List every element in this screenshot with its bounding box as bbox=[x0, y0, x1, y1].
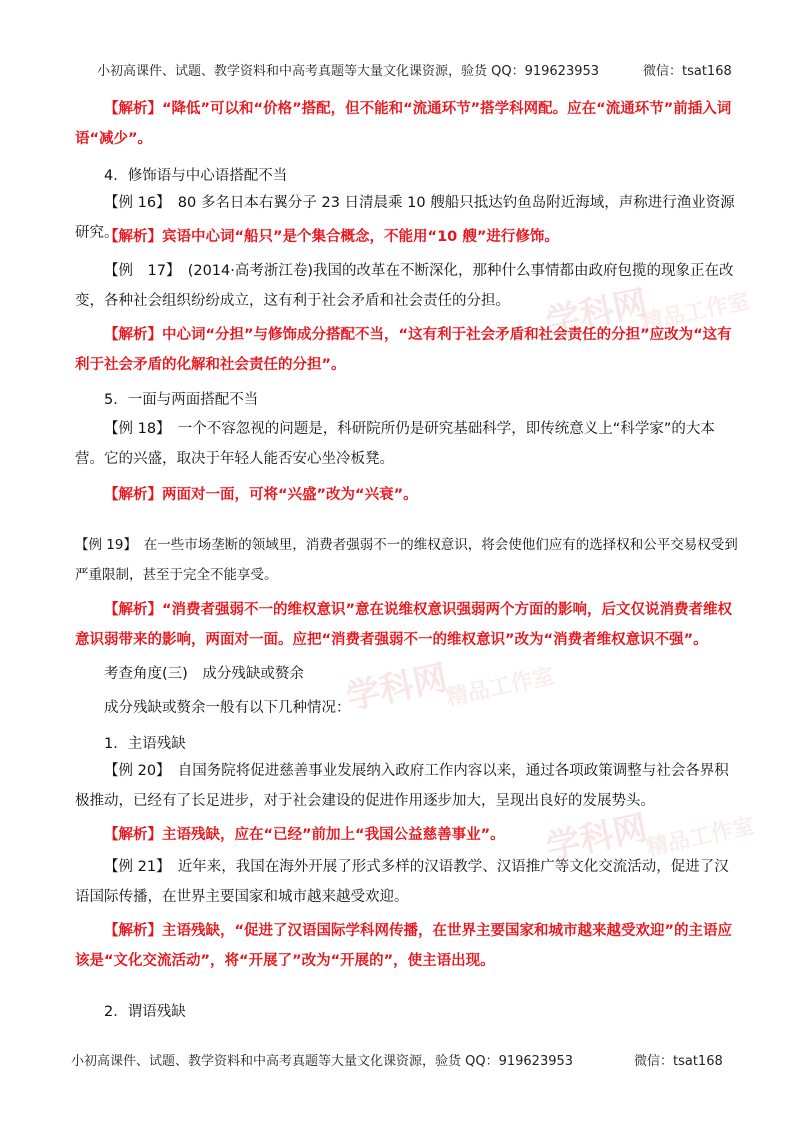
watermark-logo: 学科网 bbox=[542, 807, 651, 869]
footer-wechat-text: 微信：tsat168 bbox=[634, 1054, 723, 1069]
section-heading: 1．主语残缺 bbox=[104, 736, 186, 752]
watermark-studio: 精品工作室 bbox=[444, 663, 557, 712]
watermark-studio: 精品工作室 bbox=[639, 288, 752, 337]
header-wechat-text: 微信：tsat168 bbox=[643, 64, 732, 79]
section-heading: 5．一面与两面搭配不当 bbox=[104, 392, 259, 408]
analysis-19: 【解析】“消费者强弱不一的维权意识”意在说维权意识强弱两个方面的影响，后文仅说消费者维权意识弱带来的影响，两面对一面。应把“消费者强弱不一的维权意识”改为“消费者维权意识不强”。 bbox=[75, 602, 733, 648]
example-18: 【例 18】 一个不容忽视的问题是，科研院所仍是研究基础科学，即传统意义上“科学家”的大本营。它的兴盛，取决于年轻人能否安心坐冷板凳。 bbox=[75, 421, 715, 467]
header-source-text: 小初高课件、试题、教学资料和中高考真题等大量文化课资源，验货 QQ：919623953 bbox=[97, 64, 600, 79]
section-heading: 2．谓语残缺 bbox=[104, 1004, 186, 1020]
analysis-18: 【解析】两面对一面，可将“兴盛”改为“兴衰”。 bbox=[104, 487, 418, 503]
analysis-20: 【解析】主语残缺，应在“已经”前加上“我国公益慈善事业”。 bbox=[104, 827, 505, 843]
analysis-16: 【解析】宾语中心词“船只”是个集合概念，不能用“10 艘”进行修饰。 bbox=[104, 229, 559, 245]
watermark-studio: 精品工作室 bbox=[644, 813, 757, 862]
angle-heading: 考查角度(三) 成分残缺或赘余 bbox=[104, 666, 304, 682]
example-17: 【例 17】 (2014·高考浙江卷)我国的改革在不断深化，那种什么事情都由政府包揽的现象正在改变，各种社会组织纷纷成立，这有利于社会矛盾和社会责任的分担。 bbox=[75, 263, 734, 309]
analysis-17: 【解析】中心词“分担”与修饰成分搭配不当，“这有利于社会矛盾和社会责任的分担”应改为“这有利于社会矛盾的化解和社会责任的分担”。 bbox=[75, 327, 732, 373]
example-21: 【例 21】 近年来，我国在海外开展了形式多样的汉语教学、汉语推广等文化交流活动，促进了汉语国际传播，在世界主要国家和城市越来越受欢迎。 bbox=[75, 859, 729, 905]
example-20: 【例 20】 自国务院将促进慈善事业发展纳入政府工作内容以来，通过各项政策调整与社会各界积极推动，已经有了长足进步，对于社会建设的促进作用逐步加大，呈现出良好的发展势头。 bbox=[75, 763, 729, 809]
analysis-21: 【解析】主语残缺，“促进了汉语国际学科网传播，在世界主要国家和城市越来越受欢迎”的主语应该是“文化交流活动”，将“开展了”改为“开展的”，使主语出现。 bbox=[75, 923, 733, 969]
intro-text: 成分残缺或赘余一般有以下几种情况： bbox=[104, 700, 351, 716]
watermark-logo: 学科网 bbox=[542, 282, 651, 344]
example-16: 【例 16】 80 多名日本右翼分子 23 日清晨乘 10 艘船只抵达钓鱼岛附近海域，声称进行渔业资源研究。 bbox=[75, 195, 735, 241]
example-19: 【例 19】 在一些市场垄断的领域里，消费者强弱不一的维权意识，将会使他们应有的选择权和公平交易权受到严重限制，甚至于完全不能享受。 bbox=[75, 537, 738, 583]
footer-source-text: 小初高课件、试题、教学资料和中高考真题等大量文化课资源，验货 QQ：919623953 bbox=[71, 1054, 574, 1069]
section-heading: 4．修饰语与中心语搭配不当 bbox=[104, 168, 288, 184]
watermark-logo: 学科网 bbox=[342, 657, 451, 719]
analysis-paragraph: 【解析】“降低”可以和“价格”搭配，但不能和“流通环节”搭学科网配。应在“流通环节”前插入词语“减少”。 bbox=[75, 101, 732, 147]
